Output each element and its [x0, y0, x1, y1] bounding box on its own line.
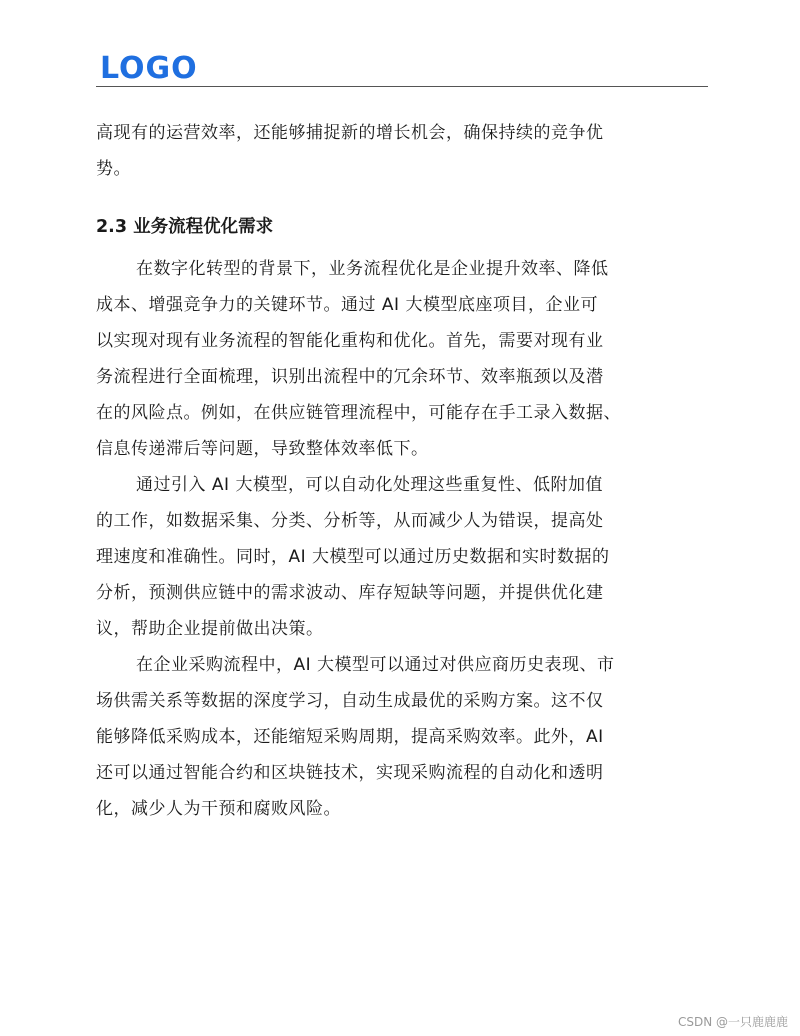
logo: LOGO	[100, 51, 198, 86]
text-line: 场供需关系等数据的深度学习，自动生成最优的采购方案。这不仅	[96, 691, 604, 711]
text-line: 分析，预测供应链中的需求波动、库存短缺等问题，并提供优化建	[96, 583, 604, 603]
text-line: 能够降低采购成本，还能缩短采购周期，提高采购效率。此外，AI	[96, 727, 604, 747]
text-line: 以实现对现有业务流程的智能化重构和优化。首先，需要对现有业	[96, 331, 604, 351]
text-line: 还可以通过智能合约和区块链技术，实现采购流程的自动化和透明	[96, 763, 604, 783]
text-line: 化，减少人为干预和腐败风险。	[96, 799, 341, 819]
text-line: 议，帮助企业提前做出决策。	[96, 619, 324, 639]
text-line: 势。	[96, 159, 131, 179]
text-line: 务流程进行全面梳理，识别出流程中的冗余环节、效率瓶颈以及潜	[96, 367, 604, 387]
paragraph-1	[96, 251, 716, 467]
document-body	[96, 115, 716, 827]
header-divider	[96, 86, 708, 87]
text-line: 成本、增强竞争力的关键环节。通过 AI 大模型底座项目，企业可	[96, 295, 598, 315]
watermark: CSDN @一只鹿鹿鹿	[677, 1015, 788, 1029]
text-line: 理速度和准确性。同时，AI 大模型可以通过历史数据和实时数据的	[96, 547, 610, 567]
text-line: 在数字化转型的背景下，业务流程优化是企业提升效率、降低	[136, 259, 609, 279]
section-heading: 2.3 业务流程优化需求	[96, 217, 274, 237]
paragraph-3	[96, 647, 716, 827]
text-line: 的工作，如数据采集、分类、分析等，从而减少人为错误，提高处	[96, 511, 604, 531]
text-line: 高现有的运营效率，还能够捕捉新的增长机会，确保持续的竞争优	[96, 123, 604, 143]
paragraph-2	[96, 467, 716, 647]
text-line: 在的风险点。例如，在供应链管理流程中，可能存在手工录入数据、	[96, 403, 621, 423]
text-line: 信息传递滞后等问题，导致整体效率低下。	[96, 439, 429, 459]
text-line: 在企业采购流程中，AI 大模型可以通过对供应商历史表现、市	[136, 655, 615, 675]
intro-paragraph	[96, 115, 716, 187]
text-line: 通过引入 AI 大模型，可以自动化处理这些重复性、低附加值	[136, 475, 603, 495]
